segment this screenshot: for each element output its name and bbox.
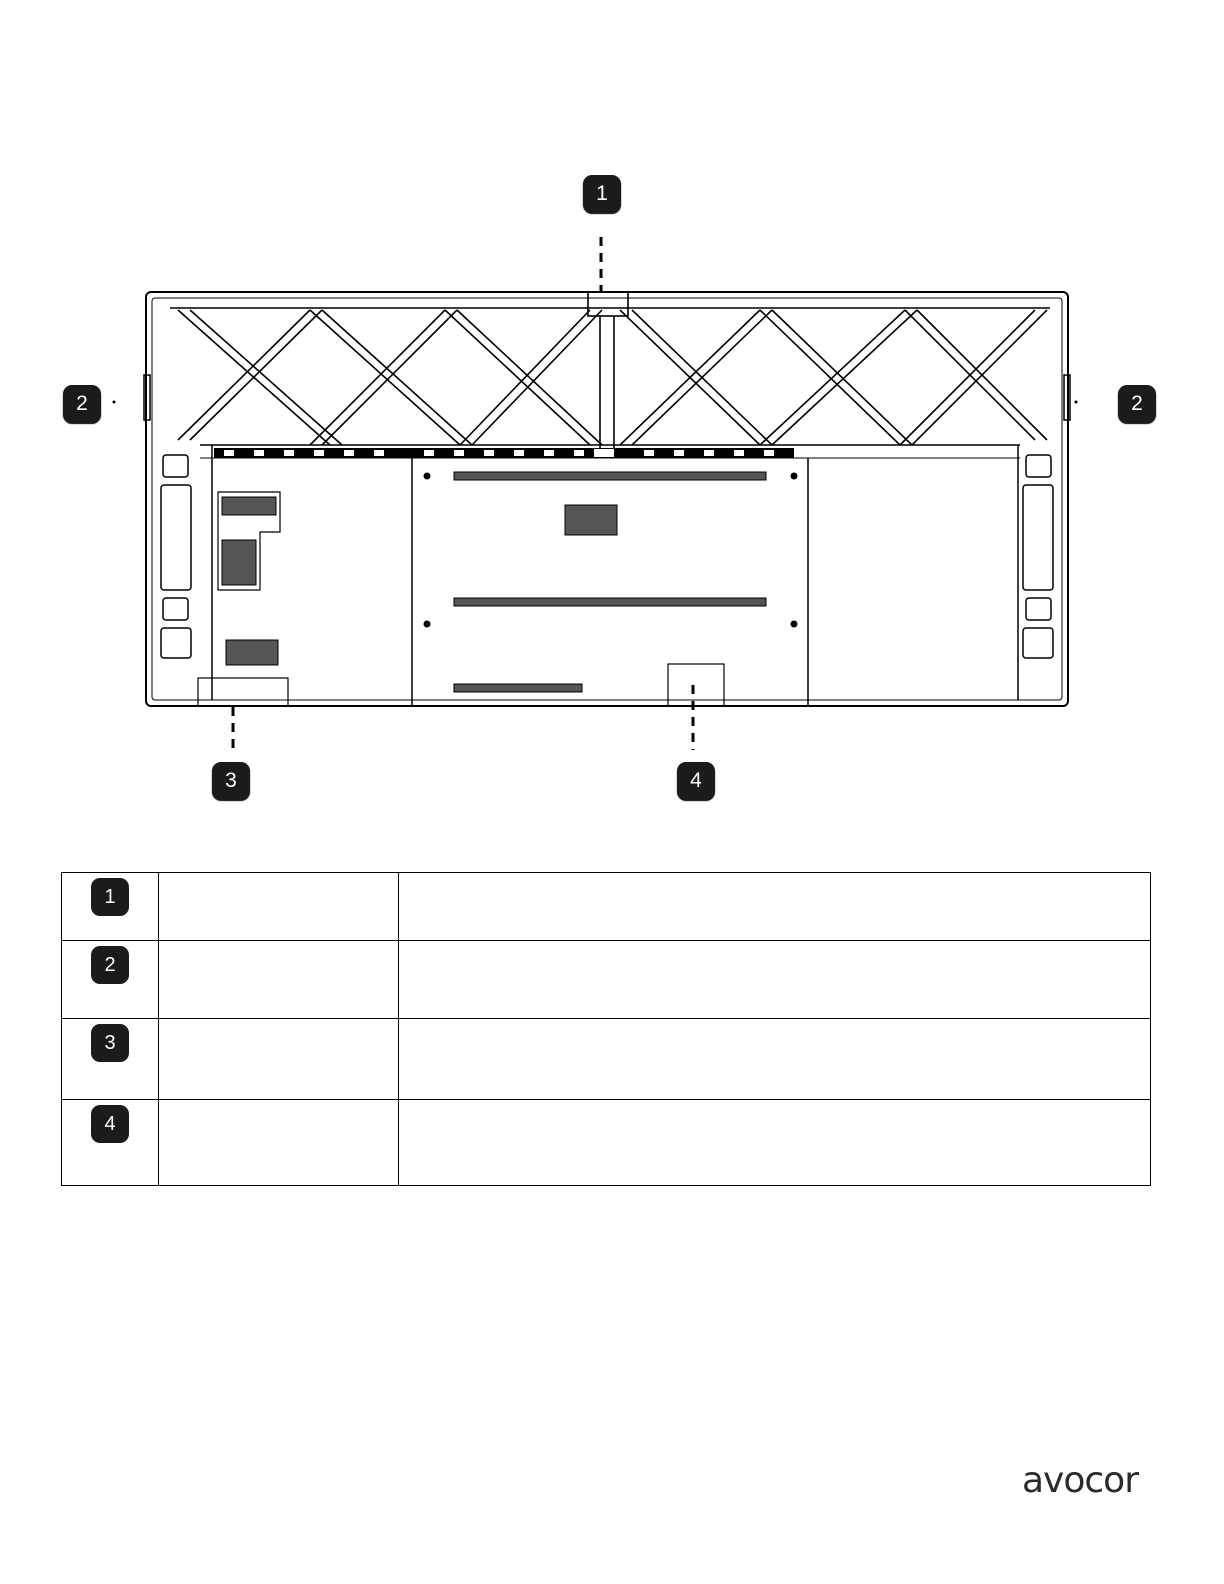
row-badge: 4 [91,1105,129,1143]
table-row [62,1019,1151,1100]
vent-grilles [222,472,766,692]
callout-badge-2-right: 2 [1118,385,1156,423]
vent-strip [214,448,794,458]
number-cell [62,873,159,941]
number-cell [62,941,159,1019]
cross-bracing [170,292,1050,450]
table-row [62,941,1151,1019]
callout-legend-table [61,872,1151,1186]
description-cell [399,1019,1151,1100]
callout-badge-3: 3 [212,762,250,800]
table-row [62,1100,1151,1186]
row-badge: 2 [91,946,129,984]
number-cell [62,1100,159,1186]
description-cell [399,1100,1151,1186]
name-cell [159,941,399,1019]
callout-badge-4: 4 [677,762,715,800]
name-cell [159,1019,399,1100]
name-cell [159,873,399,941]
row-badge: 1 [91,878,129,916]
description-cell [399,941,1151,1019]
avocor-logo: avocor [1022,1460,1139,1501]
callout-badge-2-left: 2 [63,385,101,423]
table-row [62,873,1151,941]
callout-badge-1: 1 [583,175,621,213]
number-cell [62,1019,159,1100]
description-cell [399,873,1151,941]
name-cell [159,1100,399,1186]
row-badge: 3 [91,1024,129,1062]
display-frame [146,292,1068,706]
